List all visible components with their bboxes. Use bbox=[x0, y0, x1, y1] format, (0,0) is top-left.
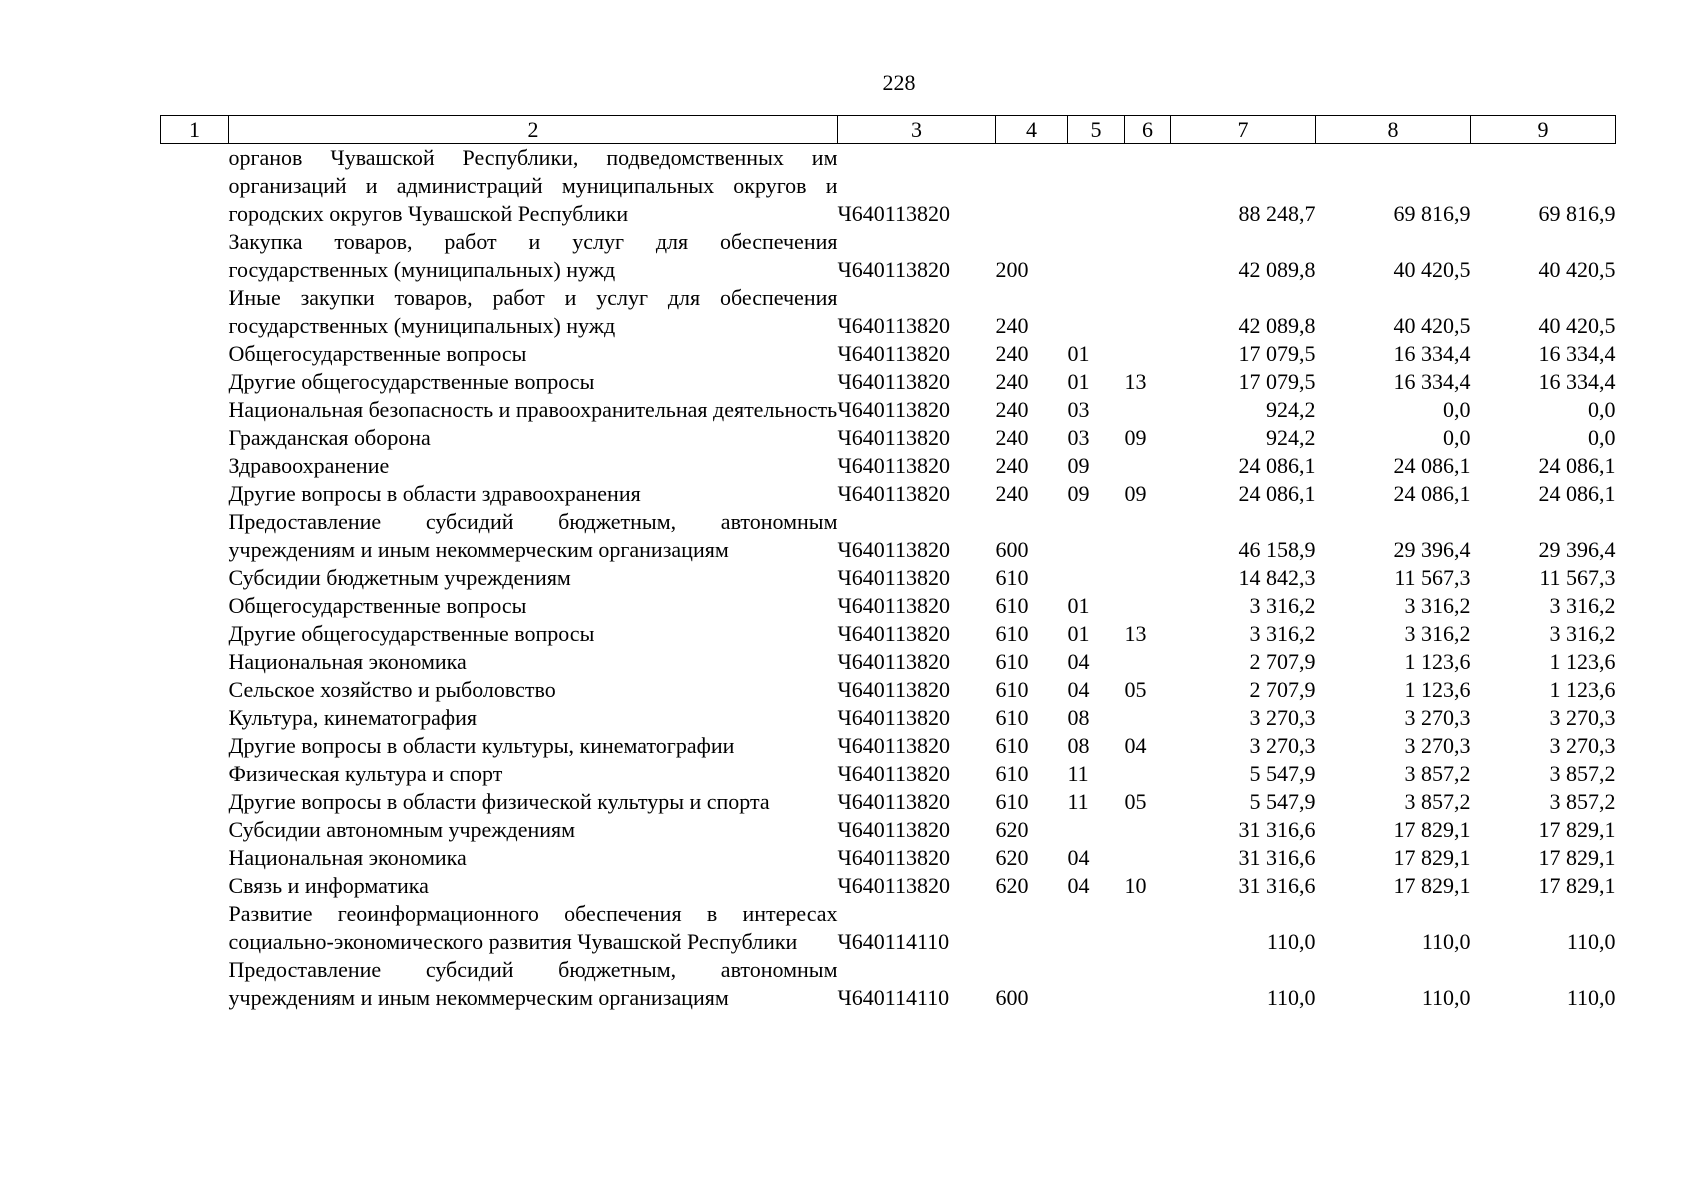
row-amount-2: 40 420,5 bbox=[1393, 257, 1471, 282]
row-subsection bbox=[1125, 396, 1171, 424]
row-index-cell bbox=[161, 816, 229, 844]
row-name: Другие вопросы в области физической культуры и спорта bbox=[228, 789, 770, 814]
row-name: Общегосударственные вопросы bbox=[228, 341, 527, 366]
row-section: 01 bbox=[1067, 341, 1090, 366]
table-row bbox=[161, 508, 1616, 564]
row-expense-type: 240 bbox=[995, 341, 1029, 366]
table-row bbox=[161, 844, 1616, 872]
table-row bbox=[161, 480, 1616, 508]
row-section bbox=[1068, 956, 1125, 1012]
row-amount-1: 17 079,5 bbox=[1238, 369, 1316, 394]
row-index-cell bbox=[161, 704, 229, 732]
row-target-code: Ч640113820 bbox=[837, 733, 950, 758]
header-col-6: 6 bbox=[1125, 116, 1171, 144]
row-target-code: Ч640113820 bbox=[837, 201, 950, 226]
row-amount-2: 3 270,3 bbox=[1404, 705, 1471, 730]
row-expense-type: 620 bbox=[995, 873, 1029, 898]
row-amount-2: 17 829,1 bbox=[1393, 873, 1471, 898]
row-amount-1: 31 316,6 bbox=[1238, 845, 1316, 870]
row-index-cell bbox=[161, 788, 229, 816]
row-index-cell bbox=[161, 592, 229, 620]
row-name: Национальная экономика bbox=[228, 649, 467, 674]
row-section: 11 bbox=[1067, 761, 1089, 786]
row-amount-1: 17 079,5 bbox=[1238, 341, 1316, 366]
row-section bbox=[1068, 900, 1125, 956]
row-section bbox=[1068, 508, 1125, 564]
row-target-code: Ч640113820 bbox=[837, 677, 950, 702]
row-amount-2: 17 829,1 bbox=[1393, 845, 1471, 870]
header-col-7: 7 bbox=[1171, 116, 1316, 144]
table-row bbox=[161, 592, 1616, 620]
row-target-code: Ч640113820 bbox=[837, 873, 950, 898]
row-expense-type: 610 bbox=[995, 733, 1029, 758]
row-amount-3: 110,0 bbox=[1566, 929, 1616, 954]
row-amount-1: 3 316,2 bbox=[1249, 621, 1316, 646]
row-name: Субсидии автономным учреждениям bbox=[228, 817, 576, 842]
row-expense-type: 610 bbox=[995, 789, 1029, 814]
row-expense-type: 240 bbox=[995, 481, 1029, 506]
row-amount-2: 0,0 bbox=[1443, 397, 1471, 422]
row-amount-3: 110,0 bbox=[1566, 985, 1616, 1010]
row-amount-1: 31 316,6 bbox=[1238, 817, 1316, 842]
row-subsection: 13 bbox=[1124, 369, 1147, 394]
row-amount-2: 1 123,6 bbox=[1404, 649, 1471, 674]
row-index-cell bbox=[161, 732, 229, 760]
row-section: 11 bbox=[1067, 789, 1089, 814]
row-name: Сельское хозяйство и рыболовство bbox=[228, 677, 556, 702]
row-section: 01 bbox=[1067, 593, 1090, 618]
table-row bbox=[161, 396, 1616, 424]
row-amount-1: 24 086,1 bbox=[1238, 453, 1316, 478]
row-amount-3: 17 829,1 bbox=[1538, 817, 1616, 842]
row-index-cell bbox=[161, 396, 229, 424]
row-name: Другие вопросы в области здравоохранения bbox=[228, 481, 641, 506]
row-amount-2: 1 123,6 bbox=[1404, 677, 1471, 702]
row-name: Национальная безопасность и правоохранительная деятельность bbox=[228, 397, 838, 422]
row-amount-3: 24 086,1 bbox=[1538, 481, 1616, 506]
row-amount-2: 3 316,2 bbox=[1404, 593, 1471, 618]
row-subsection bbox=[1125, 564, 1171, 592]
row-section: 04 bbox=[1067, 677, 1090, 702]
row-amount-1: 924,2 bbox=[1266, 425, 1316, 450]
row-amount-2: 16 334,4 bbox=[1393, 341, 1471, 366]
row-target-code: Ч640113820 bbox=[837, 845, 950, 870]
row-amount-3: 3 270,3 bbox=[1549, 705, 1616, 730]
table-row bbox=[161, 368, 1616, 396]
table-row bbox=[161, 620, 1616, 648]
row-name: Предоставление субсидий бюджетным, автономным учреждениям и иным некоммерческим организациям bbox=[228, 957, 838, 1010]
row-subsection bbox=[1125, 452, 1171, 480]
row-amount-1: 5 547,9 bbox=[1249, 761, 1316, 786]
row-index-cell bbox=[161, 480, 229, 508]
row-expense-type bbox=[996, 900, 1068, 956]
row-amount-1: 46 158,9 bbox=[1238, 537, 1316, 562]
row-expense-type: 200 bbox=[995, 257, 1029, 282]
table-row bbox=[161, 872, 1616, 900]
row-target-code: Ч640114110 bbox=[837, 985, 950, 1010]
header-col-2: 2 bbox=[229, 116, 838, 144]
row-expense-type: 610 bbox=[995, 649, 1029, 674]
row-amount-1: 2 707,9 bbox=[1249, 677, 1316, 702]
row-index-cell bbox=[161, 648, 229, 676]
row-name: Развитие геоинформационного обеспечения в интересах социально-экономического развития Чувашской Республики bbox=[228, 901, 838, 954]
row-name: Предоставление субсидий бюджетным, автономным учреждениям и иным некоммерческим организациям bbox=[228, 509, 838, 562]
row-subsection: 04 bbox=[1124, 733, 1147, 758]
row-name: Физическая культура и спорт bbox=[228, 761, 503, 786]
row-name: Общегосударственные вопросы bbox=[228, 593, 527, 618]
row-amount-3: 3 857,2 bbox=[1549, 789, 1616, 814]
row-amount-1: 3 270,3 bbox=[1249, 705, 1316, 730]
row-amount-3: 3 316,2 bbox=[1549, 621, 1616, 646]
row-amount-1: 42 089,8 bbox=[1238, 313, 1316, 338]
row-target-code: Ч640113820 bbox=[837, 313, 950, 338]
page-number: 228 bbox=[882, 70, 916, 95]
row-target-code: Ч640113820 bbox=[837, 257, 950, 282]
row-amount-3: 40 420,5 bbox=[1538, 257, 1616, 282]
row-amount-1: 110,0 bbox=[1266, 985, 1316, 1010]
row-expense-type: 610 bbox=[995, 565, 1029, 590]
table-row bbox=[161, 704, 1616, 732]
row-name: Другие общегосударственные вопросы bbox=[228, 621, 595, 646]
row-section: 01 bbox=[1067, 369, 1090, 394]
table-row bbox=[161, 648, 1616, 676]
row-target-code: Ч640113820 bbox=[837, 621, 950, 646]
row-amount-2: 11 567,3 bbox=[1394, 565, 1471, 590]
row-amount-3: 16 334,4 bbox=[1538, 341, 1616, 366]
row-section: 04 bbox=[1067, 873, 1090, 898]
row-index-cell bbox=[161, 620, 229, 648]
row-expense-type bbox=[996, 144, 1068, 229]
row-index-cell bbox=[161, 760, 229, 788]
row-subsection bbox=[1125, 340, 1171, 368]
row-amount-1: 3 316,2 bbox=[1249, 593, 1316, 618]
table-row bbox=[161, 760, 1616, 788]
row-amount-2: 17 829,1 bbox=[1393, 817, 1471, 842]
row-amount-3: 24 086,1 bbox=[1538, 453, 1616, 478]
table-row bbox=[161, 956, 1616, 1012]
row-amount-3: 11 567,3 bbox=[1539, 565, 1616, 590]
table-row bbox=[161, 676, 1616, 704]
table-row bbox=[161, 340, 1616, 368]
row-index-cell bbox=[161, 956, 229, 1012]
row-subsection bbox=[1125, 704, 1171, 732]
row-amount-3: 17 829,1 bbox=[1538, 873, 1616, 898]
table-row bbox=[161, 452, 1616, 480]
row-amount-2: 69 816,9 bbox=[1393, 201, 1471, 226]
row-expense-type: 610 bbox=[995, 621, 1029, 646]
row-amount-2: 3 316,2 bbox=[1404, 621, 1471, 646]
row-section bbox=[1068, 564, 1125, 592]
row-index-cell bbox=[161, 452, 229, 480]
row-section: 03 bbox=[1067, 397, 1090, 422]
row-amount-1: 88 248,7 bbox=[1238, 201, 1316, 226]
row-expense-type: 600 bbox=[995, 537, 1029, 562]
row-expense-type: 240 bbox=[995, 453, 1029, 478]
row-amount-3: 69 816,9 bbox=[1538, 201, 1616, 226]
row-section bbox=[1068, 284, 1125, 340]
row-name: Национальная экономика bbox=[228, 845, 467, 870]
row-amount-2: 40 420,5 bbox=[1393, 313, 1471, 338]
table-row bbox=[161, 228, 1616, 284]
row-subsection bbox=[1125, 144, 1171, 229]
table-row bbox=[161, 424, 1616, 452]
column-number-header bbox=[161, 116, 1616, 144]
row-target-code: Ч640113820 bbox=[837, 341, 950, 366]
row-amount-3: 40 420,5 bbox=[1538, 313, 1616, 338]
row-amount-2: 110,0 bbox=[1421, 929, 1471, 954]
row-section: 04 bbox=[1067, 845, 1090, 870]
row-index-cell bbox=[161, 228, 229, 284]
row-amount-1: 3 270,3 bbox=[1249, 733, 1316, 758]
row-target-code: Ч640113820 bbox=[837, 537, 950, 562]
header-col-4: 4 bbox=[996, 116, 1068, 144]
row-amount-2: 3 270,3 bbox=[1404, 733, 1471, 758]
row-target-code: Ч640113820 bbox=[837, 789, 950, 814]
row-index-cell bbox=[161, 284, 229, 340]
header-col-8: 8 bbox=[1316, 116, 1471, 144]
row-amount-3: 29 396,4 bbox=[1538, 537, 1616, 562]
header-col-5: 5 bbox=[1068, 116, 1125, 144]
row-target-code: Ч640114110 bbox=[837, 929, 950, 954]
row-index-cell bbox=[161, 144, 229, 229]
row-target-code: Ч640113820 bbox=[837, 705, 950, 730]
row-target-code: Ч640113820 bbox=[837, 761, 950, 786]
row-expense-type: 240 bbox=[995, 425, 1029, 450]
row-amount-2: 3 857,2 bbox=[1404, 761, 1471, 786]
row-name: Другие вопросы в области культуры, кинематографии bbox=[228, 733, 735, 758]
row-expense-type: 610 bbox=[995, 593, 1029, 618]
row-amount-1: 924,2 bbox=[1266, 397, 1316, 422]
row-amount-2: 29 396,4 bbox=[1393, 537, 1471, 562]
row-expense-type: 240 bbox=[995, 397, 1029, 422]
row-section: 04 bbox=[1067, 649, 1090, 674]
row-name: Культура, кинематография bbox=[228, 705, 478, 730]
row-amount-3: 1 123,6 bbox=[1549, 649, 1616, 674]
row-amount-1: 31 316,6 bbox=[1238, 873, 1316, 898]
row-subsection bbox=[1125, 592, 1171, 620]
row-section: 03 bbox=[1067, 425, 1090, 450]
row-expense-type: 600 bbox=[995, 985, 1029, 1010]
row-section: 08 bbox=[1067, 705, 1090, 730]
row-amount-3: 0,0 bbox=[1588, 425, 1616, 450]
row-amount-1: 42 089,8 bbox=[1238, 257, 1316, 282]
row-subsection bbox=[1125, 816, 1171, 844]
row-index-cell bbox=[161, 564, 229, 592]
row-amount-1: 2 707,9 bbox=[1249, 649, 1316, 674]
row-subsection: 09 bbox=[1124, 425, 1147, 450]
row-subsection bbox=[1125, 844, 1171, 872]
row-target-code: Ч640113820 bbox=[837, 397, 950, 422]
row-section bbox=[1068, 816, 1125, 844]
row-amount-2: 0,0 bbox=[1443, 425, 1471, 450]
row-amount-2: 24 086,1 bbox=[1393, 453, 1471, 478]
row-name: Иные закупки товаров, работ и услуг для обеспечения государственных (муниципальных) нужд bbox=[228, 285, 838, 338]
table-row bbox=[161, 816, 1616, 844]
row-expense-type: 240 bbox=[995, 369, 1029, 394]
row-subsection: 13 bbox=[1124, 621, 1147, 646]
row-name: Связь и информатика bbox=[228, 873, 429, 898]
row-expense-type: 610 bbox=[995, 677, 1029, 702]
row-section bbox=[1068, 144, 1125, 229]
header-col-9: 9 bbox=[1471, 116, 1616, 144]
row-section: 09 bbox=[1067, 481, 1090, 506]
row-target-code: Ч640113820 bbox=[837, 453, 950, 478]
row-amount-3: 16 334,4 bbox=[1538, 369, 1616, 394]
table-row bbox=[161, 284, 1616, 340]
row-subsection: 05 bbox=[1124, 677, 1147, 702]
row-amount-3: 3 316,2 bbox=[1549, 593, 1616, 618]
table-row bbox=[161, 144, 1616, 229]
table-row bbox=[161, 732, 1616, 760]
row-index-cell bbox=[161, 844, 229, 872]
table-row bbox=[161, 788, 1616, 816]
row-expense-type: 610 bbox=[995, 761, 1029, 786]
row-section bbox=[1068, 228, 1125, 284]
row-amount-1: 14 842,3 bbox=[1238, 565, 1316, 590]
row-amount-3: 17 829,1 bbox=[1538, 845, 1616, 870]
row-name: Гражданская оборона bbox=[228, 425, 431, 450]
row-section: 01 bbox=[1067, 621, 1090, 646]
row-index-cell bbox=[161, 900, 229, 956]
row-target-code: Ч640113820 bbox=[837, 369, 950, 394]
row-name: Субсидии бюджетным учреждениям bbox=[228, 565, 571, 590]
header-col-1: 1 bbox=[161, 116, 229, 144]
row-subsection: 09 bbox=[1124, 481, 1147, 506]
row-amount-1: 110,0 bbox=[1266, 929, 1316, 954]
row-target-code: Ч640113820 bbox=[837, 481, 950, 506]
row-name: Закупка товаров, работ и услуг для обеспечения государственных (муниципальных) нужд bbox=[228, 229, 838, 282]
row-subsection: 05 bbox=[1124, 789, 1147, 814]
table-body bbox=[161, 144, 1616, 1013]
row-subsection bbox=[1125, 648, 1171, 676]
row-expense-type: 240 bbox=[995, 313, 1029, 338]
row-index-cell bbox=[161, 872, 229, 900]
row-amount-3: 3 270,3 bbox=[1549, 733, 1616, 758]
row-section: 08 bbox=[1067, 733, 1090, 758]
row-subsection bbox=[1125, 284, 1171, 340]
row-subsection bbox=[1125, 956, 1171, 1012]
row-amount-3: 1 123,6 bbox=[1549, 677, 1616, 702]
row-target-code: Ч640113820 bbox=[837, 565, 950, 590]
row-index-cell bbox=[161, 340, 229, 368]
row-amount-1: 24 086,1 bbox=[1238, 481, 1316, 506]
row-amount-2: 3 857,2 bbox=[1404, 789, 1471, 814]
row-subsection: 10 bbox=[1124, 873, 1147, 898]
row-index-cell bbox=[161, 508, 229, 564]
row-amount-1: 5 547,9 bbox=[1249, 789, 1316, 814]
row-subsection bbox=[1125, 228, 1171, 284]
row-expense-type: 620 bbox=[995, 817, 1029, 842]
budget-table bbox=[160, 115, 1616, 1012]
row-index-cell bbox=[161, 368, 229, 396]
row-target-code: Ч640113820 bbox=[837, 649, 950, 674]
row-expense-type: 620 bbox=[995, 845, 1029, 870]
row-index-cell bbox=[161, 676, 229, 704]
row-expense-type: 610 bbox=[995, 705, 1029, 730]
row-target-code: Ч640113820 bbox=[837, 425, 950, 450]
row-name: Другие общегосударственные вопросы bbox=[228, 369, 595, 394]
row-subsection bbox=[1125, 900, 1171, 956]
row-amount-2: 24 086,1 bbox=[1393, 481, 1471, 506]
row-target-code: Ч640113820 bbox=[837, 817, 950, 842]
header-col-3: 3 bbox=[838, 116, 996, 144]
row-amount-2: 16 334,4 bbox=[1393, 369, 1471, 394]
row-name: Здравоохранение bbox=[228, 453, 390, 478]
row-target-code: Ч640113820 bbox=[837, 593, 950, 618]
row-index-cell bbox=[161, 424, 229, 452]
row-amount-2: 110,0 bbox=[1421, 985, 1471, 1010]
row-amount-3: 3 857,2 bbox=[1549, 761, 1616, 786]
row-subsection bbox=[1125, 760, 1171, 788]
row-section: 09 bbox=[1067, 453, 1090, 478]
row-subsection bbox=[1125, 508, 1171, 564]
table-row bbox=[161, 900, 1616, 956]
row-amount-3: 0,0 bbox=[1588, 397, 1616, 422]
row-name: органов Чувашской Республики, подведомственных им организаций и администраций муниципальных округов и городских округов Чувашской Республики bbox=[228, 145, 838, 226]
table-row bbox=[161, 564, 1616, 592]
